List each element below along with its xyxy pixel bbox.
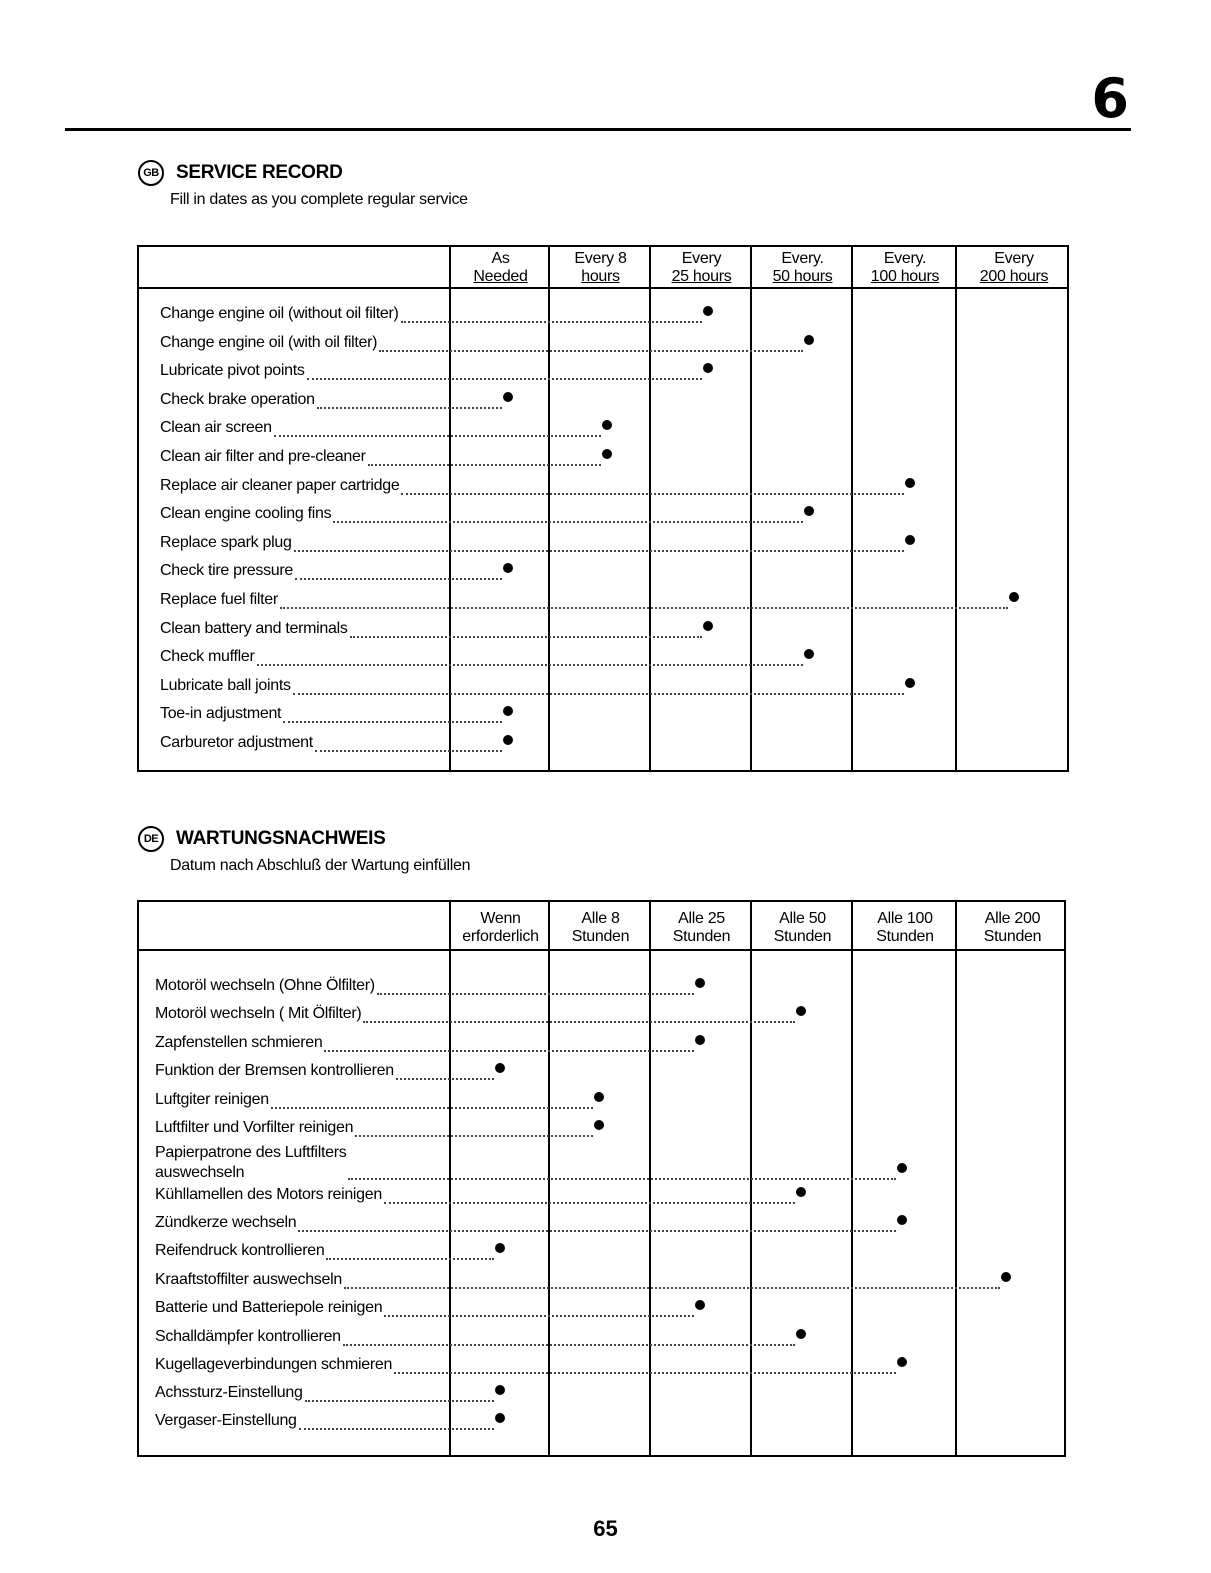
column-header-line2: Needed [473, 268, 528, 285]
interval-marker-dot [905, 535, 915, 545]
interval-marker-dot [594, 1120, 604, 1130]
dotted-leader [294, 550, 904, 552]
dotted-leader [344, 1287, 1000, 1289]
service-task-label: Batterie und Batteriepole reinigen [155, 1299, 383, 1316]
service-task-label: Kühllamellen des Motors reinigen [155, 1186, 382, 1203]
dotted-leader [315, 750, 502, 752]
column-divider [750, 247, 752, 770]
dotted-leader [283, 721, 502, 723]
interval-marker-dot [1001, 1272, 1011, 1282]
column-header-line2: Stunden [876, 928, 934, 945]
interval-marker-dot [796, 1329, 806, 1339]
dotted-leader [401, 321, 702, 323]
de-section-subtitle: Datum nach Abschluß der Wartung einfüllen [170, 857, 471, 874]
dotted-leader [394, 1372, 896, 1374]
dotted-leader [293, 693, 904, 695]
column-divider [548, 247, 550, 770]
service-task-label-line2: auswechseln [155, 1164, 245, 1181]
service-task-label: Replace air cleaner paper cartridge [160, 476, 400, 494]
gb-section-header [138, 160, 343, 186]
interval-marker-dot [804, 506, 814, 516]
column-header [550, 250, 651, 286]
interval-marker-dot [804, 335, 814, 345]
service-task-label: Check tire pressure [160, 562, 294, 580]
gb-language-icon: GB [138, 160, 164, 186]
service-task-label: Check brake operation [160, 390, 315, 408]
interval-marker-dot [503, 563, 513, 573]
column-header-line1: Alle 8 [581, 910, 620, 927]
dotted-leader [350, 636, 702, 638]
dotted-leader [333, 521, 803, 523]
interval-marker-dot [495, 1385, 505, 1395]
dotted-leader [384, 1315, 694, 1317]
service-task-label: Change engine oil (without oil filter) [160, 305, 399, 322]
column-header [451, 910, 550, 946]
dotted-leader [326, 1258, 494, 1260]
column-header-line2: Stunden [773, 928, 832, 945]
interval-marker-dot [594, 1092, 604, 1102]
column-header-line1: Wenn [480, 910, 521, 927]
de-section-title: WARTUNGSNACHWEIS [176, 828, 386, 849]
page-number: 65 [593, 1516, 618, 1541]
column-divider [955, 902, 957, 1455]
dotted-leader [401, 493, 904, 495]
interval-marker-dot [602, 449, 612, 459]
interval-marker-dot [495, 1243, 505, 1253]
column-header [451, 250, 550, 286]
dotted-leader [317, 407, 502, 409]
column-header-line2: 100 hours [870, 268, 940, 285]
interval-marker-dot [695, 1035, 705, 1045]
column-divider [955, 247, 957, 770]
dotted-leader [305, 1400, 494, 1402]
service-task-label: Funktion der Bremsen kontrollieren [155, 1062, 394, 1079]
column-header-line1: Every [681, 250, 722, 267]
column-header-line2: Stunden [983, 928, 1042, 945]
column-divider [649, 247, 651, 770]
interval-marker-dot [495, 1063, 505, 1073]
interval-marker-dot [703, 306, 713, 316]
service-task-label-line1: Papierpatrone des Luftfilters [155, 1144, 347, 1161]
column-header-line1: Every [994, 250, 1034, 267]
de-service-table [137, 900, 1066, 1457]
column-header-line1: Alle 100 [877, 910, 933, 927]
column-header [752, 910, 853, 946]
service-task-label: Motoröl wechseln (Ohne Ölfilter) [155, 977, 375, 994]
interval-marker-dot [1009, 592, 1019, 602]
interval-marker-dot [796, 1006, 806, 1016]
interval-marker-dot [897, 1357, 907, 1367]
service-task-label: Schalldämpfer kontrollieren [155, 1328, 341, 1345]
de-language-icon: DE [138, 826, 164, 852]
interval-marker-dot [495, 1413, 505, 1423]
service-task-label: Carburetor adjustment [160, 734, 313, 751]
dotted-leader [295, 578, 502, 580]
column-header [752, 250, 853, 286]
dotted-leader [384, 1202, 795, 1204]
service-task-label: Clean air screen [160, 419, 272, 437]
dotted-leader [343, 1344, 795, 1346]
service-task-label: Check muffler [160, 648, 255, 666]
column-header-line2: 25 hours [671, 268, 732, 285]
interval-marker-dot [703, 621, 713, 631]
column-header [550, 910, 651, 946]
service-task-label: Achssturz-Einstellung [155, 1384, 303, 1401]
interval-marker-dot [503, 392, 513, 402]
column-header-line2: 50 hours [772, 268, 833, 285]
interval-marker-dot [602, 420, 612, 430]
gb-service-table [137, 245, 1069, 772]
column-header-line2: Stunden [571, 928, 630, 945]
chapter-number: 6 [1091, 67, 1129, 130]
gb-section-subtitle: Fill in dates as you complete regular service [170, 191, 468, 208]
column-header-line1: Every 8 [574, 250, 627, 267]
interval-marker-dot [703, 363, 713, 373]
column-header-line2: hours [581, 268, 620, 285]
interval-marker-dot [804, 649, 814, 659]
service-task-label: Luftfilter und Vorfilter reinigen [155, 1119, 354, 1136]
column-header [651, 910, 752, 946]
service-task-label: Clean air filter and pre-cleaner [160, 448, 366, 465]
dotted-leader [396, 1078, 494, 1080]
dotted-leader [307, 378, 702, 380]
top-rule [65, 128, 1131, 131]
dotted-leader [368, 464, 601, 466]
service-task-label: Zündkerze wechseln [155, 1214, 297, 1231]
dotted-leader [348, 1178, 896, 1180]
service-task-label: Clean engine cooling fins [160, 505, 332, 523]
column-header [651, 250, 752, 286]
dotted-leader [299, 1428, 494, 1430]
column-header-line2: 200 hours [979, 268, 1049, 285]
dotted-leader [280, 607, 1008, 609]
interval-marker-dot [905, 478, 915, 488]
column-header-line2: erforderlich [462, 928, 539, 945]
interval-marker-dot [905, 678, 915, 688]
interval-marker-dot [695, 1300, 705, 1310]
gb-section-title: SERVICE RECORD [176, 162, 343, 183]
dotted-leader [257, 664, 803, 666]
column-header-line1: Every. [883, 250, 927, 267]
column-header [853, 910, 957, 946]
column-header-line1: Alle 200 [984, 910, 1041, 927]
dotted-leader [355, 1135, 593, 1137]
service-task-label: Zapfenstellen schmieren [155, 1034, 323, 1051]
interval-marker-dot [503, 735, 513, 745]
interval-marker-dot [503, 706, 513, 716]
service-task-label: Lubricate ball joints [160, 676, 291, 694]
service-task-label: Toe-in adjustment [160, 705, 282, 723]
de-section-header [138, 826, 385, 852]
service-task-label: Vergaser-Einstellung [155, 1412, 297, 1429]
column-header-line2: Stunden [672, 928, 731, 945]
interval-marker-dot [796, 1187, 806, 1197]
column-header-line1: Every. [781, 250, 824, 267]
header-divider [139, 287, 1067, 289]
dotted-leader [324, 1050, 694, 1052]
column-header-line1: Alle 25 [678, 910, 725, 927]
column-divider [449, 247, 451, 770]
service-task-label: Replace fuel filter [160, 591, 278, 608]
column-header [853, 250, 957, 286]
interval-marker-dot [897, 1215, 907, 1225]
service-task-label: Kugellageverbindungen schmieren [155, 1356, 393, 1373]
service-task-label: Kraaftstoffilter auswechseln [155, 1271, 342, 1288]
column-divider [851, 247, 853, 770]
dotted-leader [379, 350, 803, 352]
dotted-leader [274, 435, 601, 437]
column-header-line1: As [491, 250, 510, 267]
column-header [957, 910, 1068, 946]
header-divider [139, 949, 1064, 951]
column-header [957, 250, 1071, 286]
dotted-leader [363, 1021, 795, 1023]
service-task-label [155, 1144, 346, 1182]
service-task-label: Motoröl wechseln ( Mit Ölfilter) [155, 1005, 362, 1022]
interval-marker-dot [695, 978, 705, 988]
service-task-label: Reifendruck kontrollieren [155, 1242, 325, 1259]
interval-marker-dot [897, 1163, 907, 1173]
column-header-line1: Alle 50 [779, 910, 826, 927]
dotted-leader [271, 1107, 593, 1109]
dotted-leader [298, 1230, 896, 1232]
service-task-label: Change engine oil (with oil filter) [160, 333, 378, 351]
service-task-label: Replace spark plug [160, 533, 292, 551]
dotted-leader [377, 993, 694, 995]
service-task-label: Clean battery and terminals [160, 619, 348, 637]
service-task-label: Lubricate pivot points [160, 362, 305, 380]
service-task-label: Luftgiter reinigen [155, 1091, 269, 1108]
